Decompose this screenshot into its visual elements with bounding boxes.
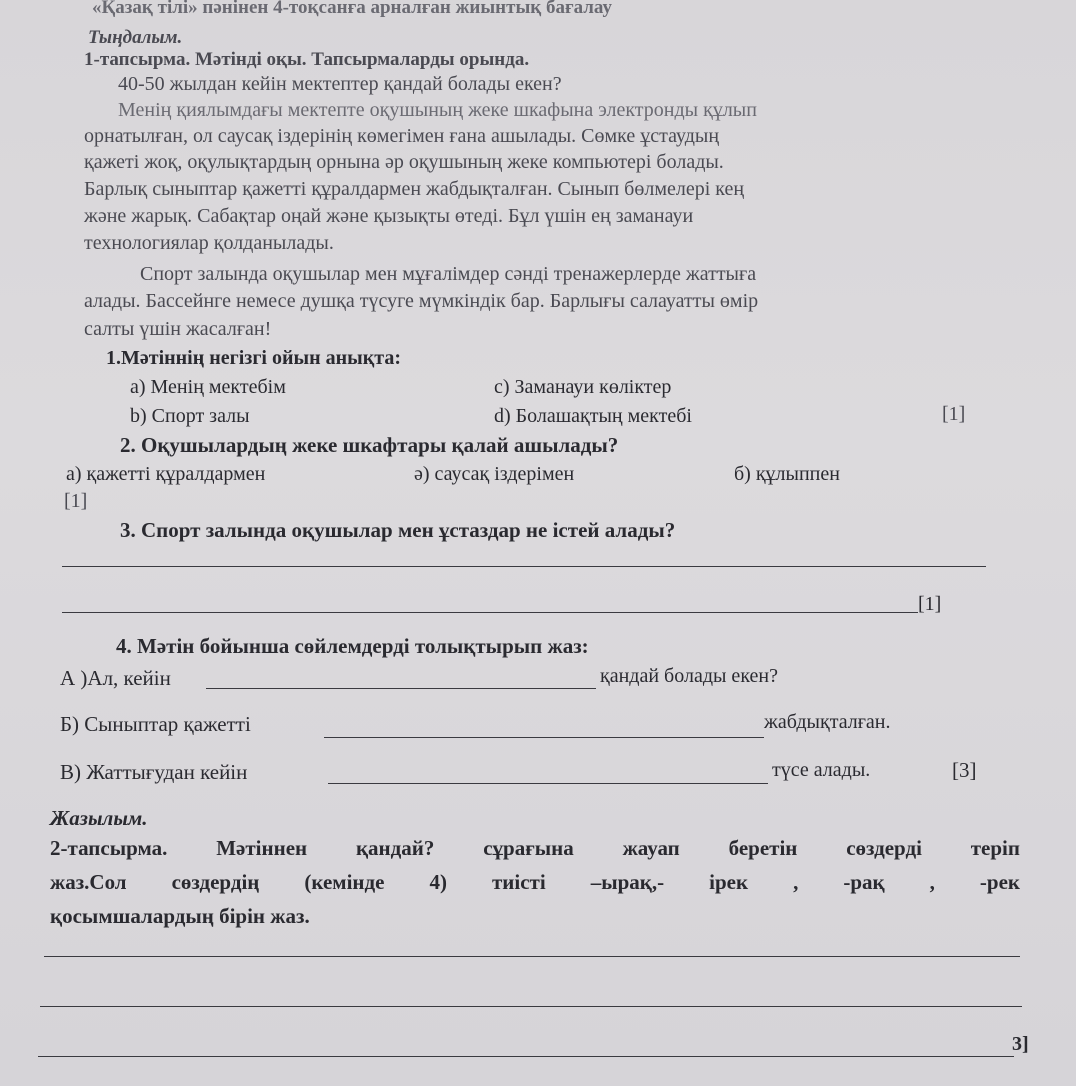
q4-c-right: түсе алады.: [772, 759, 871, 781]
para2-line-1: Спорт залында оқушылар мен мұғалімдер сәнді тренажерлерде жаттыға: [140, 263, 757, 285]
section-writing: Жазылым.: [50, 806, 148, 830]
q3-answer-line-2: [62, 612, 918, 613]
task2-answer-line-3: [38, 1056, 1014, 1057]
task2-answer-line-1: [44, 956, 1020, 957]
q2-option-a: а) қажетті құралдармен: [66, 463, 266, 485]
q4-b-right: жабдықталған.: [764, 711, 891, 733]
q4-c-left: В) Жаттығудан кейін: [60, 760, 248, 784]
q1-option-a: а) Менің мектебім: [130, 376, 286, 398]
para1-line-5: және жарық. Сабақтар оңай және қызықты өтеді. Бұл үшін ең заманауи: [84, 205, 694, 227]
q2-question: 2. Оқушылардың жеке шкафтары қалай ашылады?: [120, 433, 619, 457]
task2-line-2: жаз.Сол сөздердің (кемінде 4) тиісті –ырақ,- ірек , -рақ , -рек: [50, 870, 1020, 894]
q2-score: [1]: [64, 490, 88, 512]
q4-b-left: Б) Сыныптар қажетті: [60, 712, 251, 736]
q3-answer-line-1: [62, 566, 986, 567]
q3-question: 3. Спорт залында оқушылар мен ұстаздар не істей алады?: [120, 518, 676, 542]
q4-a-blank: [206, 688, 596, 689]
q1-option-c: c) Заманауи көліктер: [494, 376, 672, 398]
q4-score: [3]: [952, 758, 977, 782]
task2-score: 3]: [1012, 1033, 1029, 1055]
q4-question: 4. Мәтін бойынша сөйлемдерді толықтырып жаз:: [116, 634, 589, 658]
para1-line-2: орнатылған, ол саусақ іздерінің көмегімен ғана ашылады. Сөмке ұстаудың: [84, 125, 720, 147]
task2-line-3: қосымшалардың бірін жаз.: [50, 904, 310, 928]
task1-heading: 1-тапсырма. Мәтінді оқы. Тапсырмаларды орында.: [84, 49, 530, 70]
text-title: 40-50 жылдан кейін мектептер қандай болады екен?: [118, 73, 562, 95]
para1-line-3: қажеті жоқ, оқулықтардың орнына әр оқушының жеке компьютері болады.: [84, 151, 724, 173]
q1-question: 1.Мәтіннің негізгі ойын анықта:: [106, 347, 402, 369]
worksheet-title: «Қазақ тілі» пәнінен 4-тоқсанға арналған жиынтық бағалау: [92, 0, 612, 18]
q4-b-blank: [324, 737, 764, 738]
para2-line-2: алады. Бассейнге немесе душқа түсуге мүмкіндік бар. Барлығы салауатты өмір: [84, 290, 759, 312]
q4-c-blank: [328, 783, 768, 784]
para1-line-1: Менің қиялымдағы мектепте оқушының жеке шкафына электронды құлып: [118, 99, 757, 121]
para2-line-3: салты үшін жасалған!: [84, 318, 272, 340]
task2-line-1: 2-тапсырма. Мәтіннен қандай? сұрағына жауап беретін сөздерді теріп: [50, 836, 1020, 860]
section-listening: Тыңдалым.: [88, 27, 183, 48]
task2-answer-line-2: [40, 1006, 1022, 1007]
para1-line-6: технологиялар қолданылады.: [84, 232, 334, 254]
q2-option-c: б) құлыппен: [734, 463, 840, 485]
para1-line-4: Барлық сыныптар қажетті құралдармен жабдықталған. Сынып бөлмелері кең: [84, 178, 745, 200]
q4-a-right: қандай болады екен?: [600, 665, 778, 687]
q1-score: [1]: [942, 403, 966, 425]
q3-score: [1]: [918, 593, 942, 615]
q2-option-b: ә) саусақ іздерімен: [414, 463, 575, 485]
q1-option-d: d) Болашақтың мектебі: [494, 405, 692, 427]
q4-a-left: А )Ал, кейін: [60, 666, 171, 690]
q1-option-b: b) Спорт залы: [130, 405, 250, 427]
